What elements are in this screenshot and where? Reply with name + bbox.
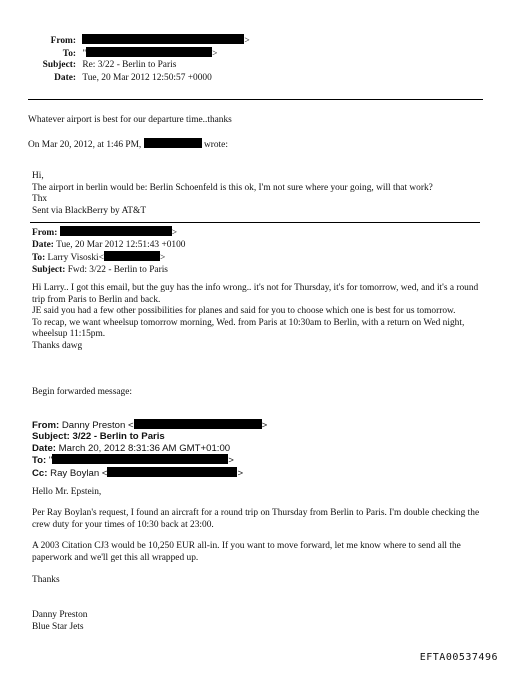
bb-sent-via: Sent via BlackBerry by AT&T [32,205,147,216]
forwarded-header [32,419,267,479]
reply-line: Whatever airport is best for our departure time..thanks [28,115,232,125]
top-header-date [0,73,212,85]
to-label: To: [62,49,76,59]
fwd-header-to: To: " > [32,455,234,467]
blackberry-message [32,171,487,217]
second-header-subject: Subject: Fwd: 3/22 - Berlin to Paris [32,264,168,275]
second-header-to: To: Larry Visoski< > [32,253,166,264]
second-header-from: From: > [32,228,177,238]
top-header-subject [0,60,176,72]
redaction-bar [86,47,212,57]
signature-company: Blue Star Jets [32,622,84,632]
fwd-header-cc: Cc: Ray Boylan < > [32,467,244,479]
larry-line-2: JE said you had a few other possibilities for planes and said for you to choose which one is best for us tomorrow. [32,306,456,317]
bb-greeting: Hi, [32,171,44,181]
fwd-header-from: From: Danny Preston < > [32,420,268,431]
redaction-bar [144,138,202,148]
quote-intro: On Mar 20, 2012, at 1:46 PM, wrote: [28,140,228,150]
preston-paragraph-1: Per Ray Boylan's request, I found an aircraft for a round trip on Thursday from Berlin to Paris. I'm double checking the crew duty for your times of 10:30 back at 23:00. [32,508,480,530]
redaction-bar [134,419,262,429]
redaction-bar [82,34,244,44]
preston-greeting: Hello Mr. Epstein, [32,487,102,497]
forwarded-label: Begin forwarded message: [32,387,132,397]
date-label: Date: [54,73,76,83]
fwd-header-date: Date: March 20, 2012 8:31:36 AM GMT+01:00 [32,442,231,454]
header-divider [28,99,483,100]
signature-name: Danny Preston [32,610,88,620]
larry-message [32,283,487,353]
redaction-bar [107,467,237,477]
date-value: Tue, 20 Mar 2012 12:50:57 +0000 [82,73,212,83]
redaction-bar [104,251,160,261]
bb-body: The airport in berlin would be: Berlin Schoenfeld is this ok, I'm not sure where your going, will that work? [32,182,433,193]
quote-divider [30,222,480,223]
fwd-header-subject: Subject: 3/22 - Berlin to Paris [32,431,165,443]
preston-paragraph-2: A 2003 Citation CJ3 would be 10,250 EUR all-in. If you want to move forward, let me know where to send all the paperwork and we'll get this all wrapped up. [32,541,461,563]
larry-line-3: To recap, we want wheelsup tomorrow morning, Wed. from Paris at 10:30am to Berlin, with a return on Wed night, wheelsup 11:15pm. [32,317,465,340]
redaction-bar [60,226,172,236]
preston-thanks: Thanks [32,575,60,585]
larry-line-4: Thanks dawg [32,340,83,351]
top-header-from: From: > [0,34,250,48]
from-label: From: [50,36,76,46]
second-header-date: Date: Tue, 20 Mar 2012 12:51:43 +0100 [32,239,186,250]
larry-line-1: Hi Larry.. I got this email, but the guy has the info wrong.. it's not for Thursday, it's for tomorrow, wed, and it's a round trip from Paris to Berlin and back. [32,283,479,305]
redaction-bar [52,454,228,464]
top-header-to: To: " > [0,47,217,61]
bb-thx: Thx [32,194,48,205]
subject-value: Re: 3/22 - Berlin to Paris [82,60,177,70]
second-header [32,226,186,276]
document-id: EFTA00537496 [419,652,498,664]
subject-label: Subject: [42,60,76,70]
